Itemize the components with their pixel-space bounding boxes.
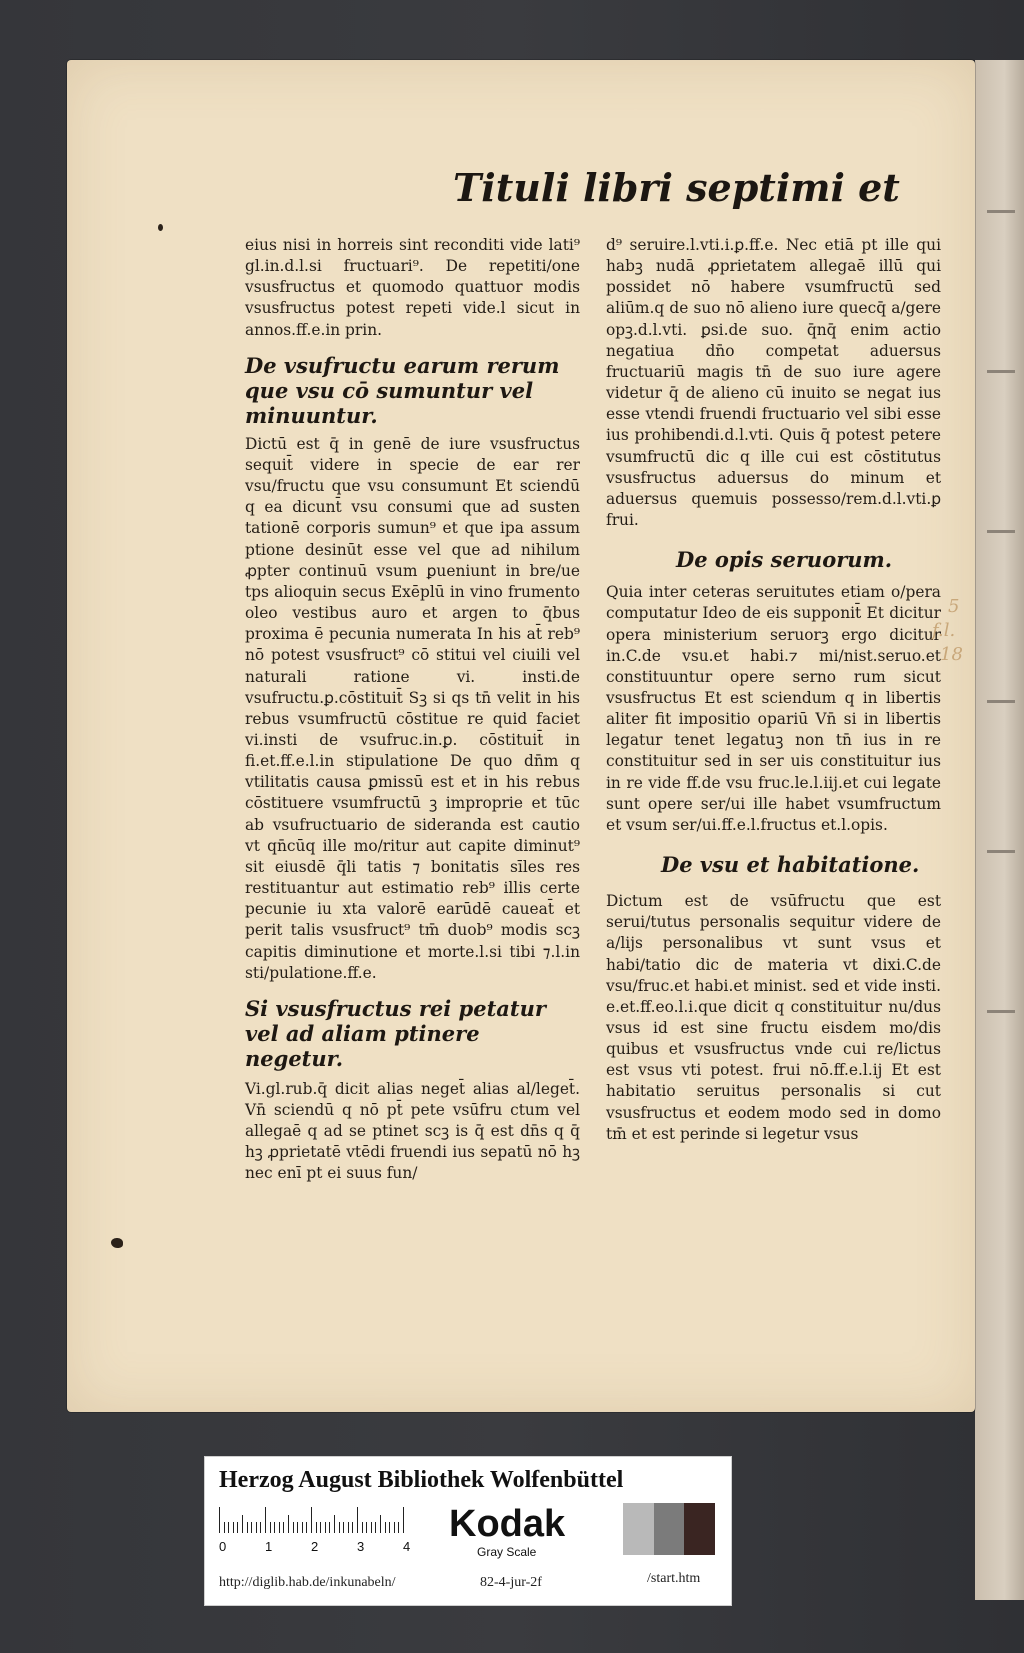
ruler-tick [256, 1522, 257, 1533]
ruler-number: 4 [403, 1539, 411, 1554]
paragraph: Dictū est q̄ in genē de iure vsusfructus sequit̄ videre in specie de ear rer vsu/fructu que vsu consumunt Et sciendū q ea dicunt̄ vsu consumi que ad susten tationē corporis sumun⁹ et que ipa assum ptione desinūt esse vel que ad nihilum ꝓpter continuū vsum ꝑueniunt in bre/ue tps alioquin secus Exēplū in vino frumento oleo vestibus auro et argen to q̄bus proxima ē pecunia numerata In his at̄ reb⁹ nō potest vsusfruct⁹ cō stitui vel ciuili vel naturali ratione vi. insti.de vsufructu.ꝑ.cōstituit̄ Sꝫ si qs tn̄ velit in his rebus vsumfructū cōstitue re quid faciet vi.insti de vsufruc.in.ꝑ. cōstituit̄ in fi.et.ff.e.l.in stipulatione De quo dn̄m q vtilitatis causa ꝑmissū est et in his rebus cōstituere vsumfructū ꝫ improprie et tūc ab vsufructuario de sideranda est cautio vt qn̄cūq ille mo/ritur aut capite diminut⁹ sit eiusdē q̄li tatis ⁊ bonitatis sīles res restituantur aut estimatio reb⁹ illis certe pecunie iu xta valorē earūdē caueat̄ et perit talis vsusfruct⁹ tm̄ duob⁹ modis scꝫ capitis diminutione et morte.l.si tibi ⁊.l.in sti/pulatione.ff.e. [245, 434, 580, 982]
ruler-tick [339, 1522, 340, 1533]
ruler-tick [237, 1522, 238, 1533]
right-text-column [606, 235, 941, 1145]
calibration-card [204, 1456, 732, 1606]
section-heading: De vsu et habitatione. [661, 852, 920, 878]
ruler-tick [247, 1522, 248, 1533]
ruler-tick [357, 1507, 358, 1533]
ruler-tick [228, 1522, 229, 1533]
margin-annotation: f.l. [932, 620, 956, 641]
ruler-tick [389, 1522, 390, 1533]
paragraph: Dictum est de vsūfructu que est serui/tutus personalis sequitur videre de a/lijs personalibus vt sunt vsus et habi/tatio dic de materia vt dixi.C.de vsu/fruc.et habi.et minist. sed et vide insti. e.et.ff.eo.l.i.que dicit q constituitur nu/dus vsus id est sine fructu eisdem mo/dis quibus et vsusfructus vnde cui re/lictus est vsus vti potest. frui nō.ff.e.l.ij Et est habitatio seruitus personalis si cut vsusfructus et eodem modo sed in domo tm̄ et est perinde si legetur vsus [606, 892, 941, 1143]
ruler-tick [274, 1522, 275, 1533]
paragraph: eius nisi in horreis sint reconditi vide lati⁹ gl.in.d.l.si fructuari⁹. De repetiti/one vsusfructus et quomodo quattuor modis vsusfructus potest repeti vide.l sicut in annos.ff.e.in prin. [245, 236, 580, 339]
ruler-numbers [219, 1539, 439, 1555]
ruler-tick [311, 1507, 312, 1533]
ruler-tick [293, 1522, 294, 1533]
ruler-tick [394, 1522, 395, 1533]
ruler-tick [224, 1522, 225, 1533]
ruler-tick [366, 1522, 367, 1533]
adjacent-page-edge [975, 60, 1024, 1600]
paragraph: Quia inter ceteras seruitutes etiam o/pera computatur Ideo de eis supponit̄ Et dicitur opera ministerium seruorꝫ ergo dicitur in.C.de vsu.et habi.⁊ mi/nist.seruo.et constituuntur opere serno rum sicut vsusfructus Et est sciendum q in libertis aliter fit impositio opariū Vn̄ si in libertis legatur tenet legatuꝫ non tn̄ ius in re constituitur sed in ser uis constituitur ius in re vide ff.de vsu fruc.le.l.iij.et cui legate sunt opere ser/ui ille habet vsumfructum et vsum ser/ui.ff.e.l.fructus et.l.opis. [606, 583, 941, 834]
margin-annotation: 5 [948, 596, 960, 617]
ruler-tick [260, 1522, 261, 1533]
ruler-tick [320, 1522, 321, 1533]
library-name: Herzog August Bibliothek Wolfenbüttel [219, 1467, 624, 1493]
shelfmark: 82-4-jur-2f [480, 1575, 542, 1590]
ruler-tick [265, 1507, 266, 1533]
measurement-ruler [219, 1507, 425, 1533]
section-heading: Si vsusfructus rei petatur vel ad aliam ptinere negetur. [245, 995, 546, 1071]
ruler-tick [325, 1522, 326, 1533]
ruler-tick [316, 1522, 317, 1533]
running-header: Tituli libri septimi et [453, 165, 900, 210]
paragraph: d⁹ seruire.l.vti.i.ꝑ.ff.e. Nec etiā pt ille qui habꝫ nudā ꝓprietatem allegaē illū qui possidet nō habere vsumfructū sed aliūm.q de suo nō alieno iure quecq̄ a/gere opꝫ.d.l.vti. ꝑsi.de suo. q̄nq̄ enim actio negatiua dn̄o competat aduersus fructuariū magis tn̄ de suo iure agere videtur q̄ de alieno cū inuito se negat ius esse vtendi fruendi fructuario vel sibi esse ius prohibendi.d.l.vti. Quis q̄ potest petere vsumfructū dic q ille cui est cōstitutus vsusfructus aduersus do minum et aduersus quemuis possesso/rem.d.l.vti.ꝑ frui. [606, 236, 941, 530]
ruler-tick [279, 1522, 280, 1533]
ruler-tick [403, 1507, 404, 1533]
swatch-light [623, 1503, 654, 1555]
ink-mark [158, 224, 163, 231]
ruler-tick [329, 1522, 330, 1533]
url-suffix: /start.htm [647, 1571, 701, 1586]
ruler-tick [219, 1507, 220, 1533]
ruler-tick [297, 1522, 298, 1533]
gray-swatches [623, 1503, 715, 1555]
left-text-column [245, 235, 580, 1185]
ruler-tick [283, 1522, 284, 1533]
margin-annotation: 18 [940, 644, 963, 665]
gray-scale-label: Gray Scale [477, 1545, 537, 1559]
ruler-tick [242, 1515, 243, 1533]
paragraph: Vi.gl.rub.q̄ dicit alias neget̄ alias al/leget̄. Vn̄ sciendū q nō pt̄ pete vsūfru ctum vel allegaē q ad se ptinet scꝫ is q̄ est dn̄s q q̄ hꝫ ꝓprietatē vtēdi fruendi ius sepatū nō hꝫ nec enī pt ei suus fun/ [245, 1079, 580, 1183]
ink-mark [111, 1238, 123, 1248]
ruler-tick [288, 1515, 289, 1533]
ruler-tick [233, 1522, 234, 1533]
ruler-tick [380, 1515, 381, 1533]
ruler-tick [398, 1522, 399, 1533]
swatch-dark [684, 1503, 715, 1555]
ruler-tick [348, 1522, 349, 1533]
ruler-tick [371, 1522, 372, 1533]
swatch-mid [654, 1503, 685, 1555]
ruler-tick [352, 1522, 353, 1533]
ruler-number: 1 [265, 1539, 273, 1554]
ruler-tick [251, 1522, 252, 1533]
ruler-number: 2 [311, 1539, 319, 1554]
section-heading: De opis seruorum. [676, 547, 893, 573]
ruler-number: 3 [357, 1539, 365, 1554]
kodak-logo: Kodak [449, 1503, 566, 1545]
ruler-tick [302, 1522, 303, 1533]
ruler-tick [306, 1522, 307, 1533]
ruler-tick [334, 1515, 335, 1533]
ruler-number: 0 [219, 1539, 227, 1554]
ruler-tick [362, 1522, 363, 1533]
ruler-tick [375, 1522, 376, 1533]
ruler-tick [270, 1522, 271, 1533]
ruler-tick [385, 1522, 386, 1533]
ruler-tick [343, 1522, 344, 1533]
section-heading: De vsufructu earum rerum que vsu cō sumuntur vel minuuntur. [245, 352, 560, 428]
source-url: http://diglib.hab.de/inkunabeln/ [219, 1575, 396, 1590]
